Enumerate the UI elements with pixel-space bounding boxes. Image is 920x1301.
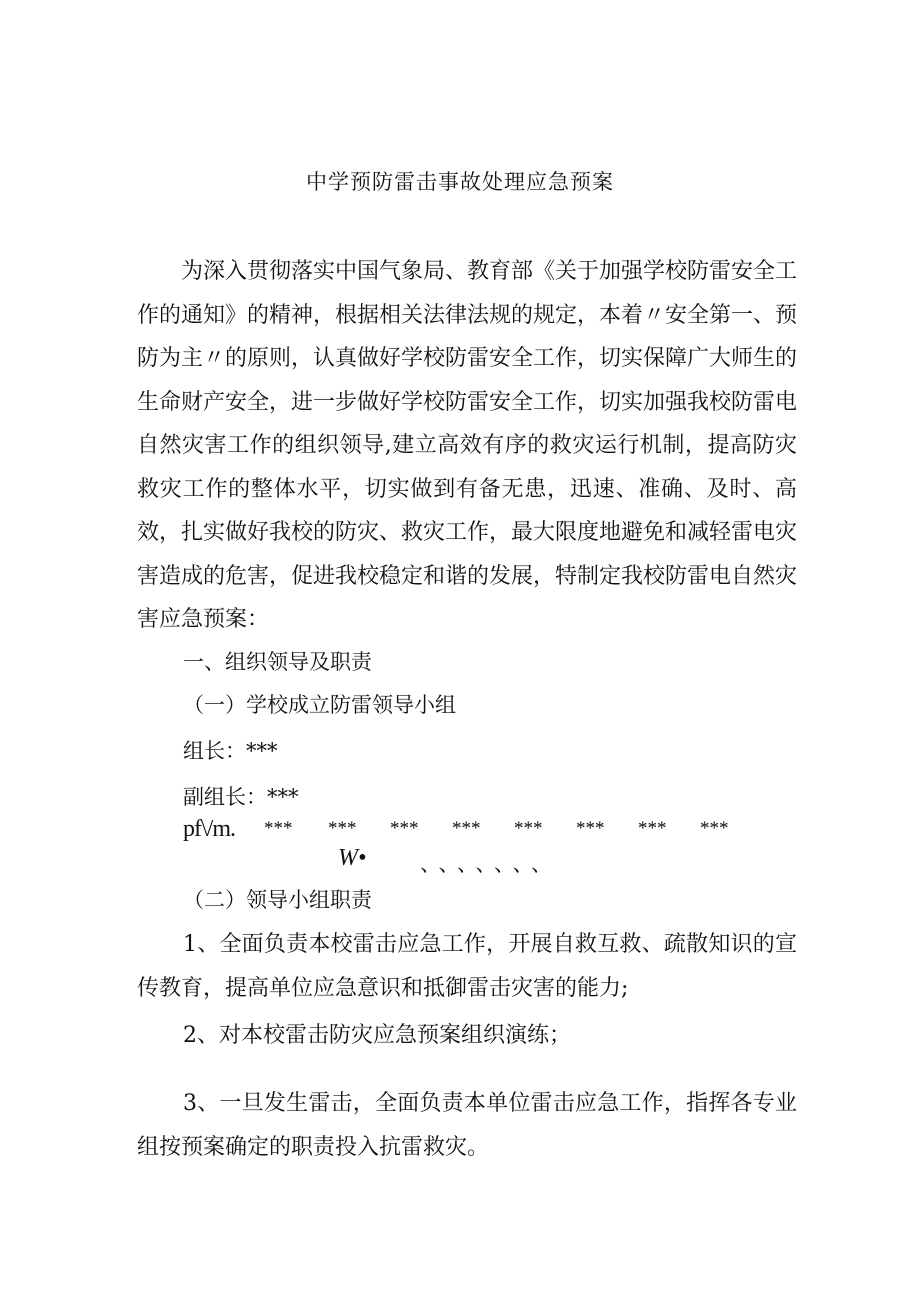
group-leader-line: 组长：*** (183, 739, 278, 763)
duty-item: 2、对本校雷击防灾应急预案组织演练； (183, 1023, 571, 1048)
intro-paragraph: 为深入贯彻落实中国气象局、教育部《关于加强学校防雷安全工作的通知》的精神，根据相关法律法规的规定，本着〃安全第一、预防为主〃的原则，认真做好学校防雷安全工作，切实保障广大师生的生命财产安全，进一步做好学校防雷安全工作，切实加强我校防雷电自然灾害工作的组织领导,建立高效有序的救灾运行机制，提高防灾救灾工作的整体水平，切实做到有备无患，迅速、准确、及时、高效，扎实做好我校的防灾、救灾工作，最大限度地避免和减轻雷电灾害造成的危害，促进我校稳定和谐的发展，特制定我校防雷电自然灾害应急预案： (137, 259, 798, 632)
subsection-heading-duties: （二）领导小组职责 (183, 888, 372, 912)
member-name: *** (452, 818, 481, 839)
duty-item: 1、全面负责本校雷击应急工作，开展自救互救、疏散知识的宣传教育，提高单位应急意识和抵御雷击灾害的能力; (137, 932, 797, 1001)
members-label: pf\/m. (183, 816, 235, 842)
member-name: *** (514, 818, 543, 839)
subsection-heading-leadership-group: （一）学校成立防雷领导小组 (183, 693, 456, 717)
member-name: *** (576, 818, 605, 839)
members-sub-mark: W• (338, 845, 367, 871)
deputy-leader-line: 副组长：*** (183, 785, 299, 809)
member-name: *** (328, 818, 357, 839)
member-separators: 、、、、、、、 (420, 852, 560, 876)
member-name: *** (638, 818, 667, 839)
section-heading-organization: 一、组织领导及职责 (183, 650, 372, 674)
member-name: *** (264, 818, 293, 839)
members-label-row (183, 816, 235, 843)
document-title: 中学预防雷击事故处理应急预案 (306, 170, 614, 194)
duty-item: 3、一旦发生雷击，全面负责本单位雷击应急工作，指挥各专业组按预案确定的职责投入抗雷救灾。 (137, 1091, 797, 1160)
member-name: *** (390, 818, 419, 839)
member-name: *** (700, 818, 729, 839)
